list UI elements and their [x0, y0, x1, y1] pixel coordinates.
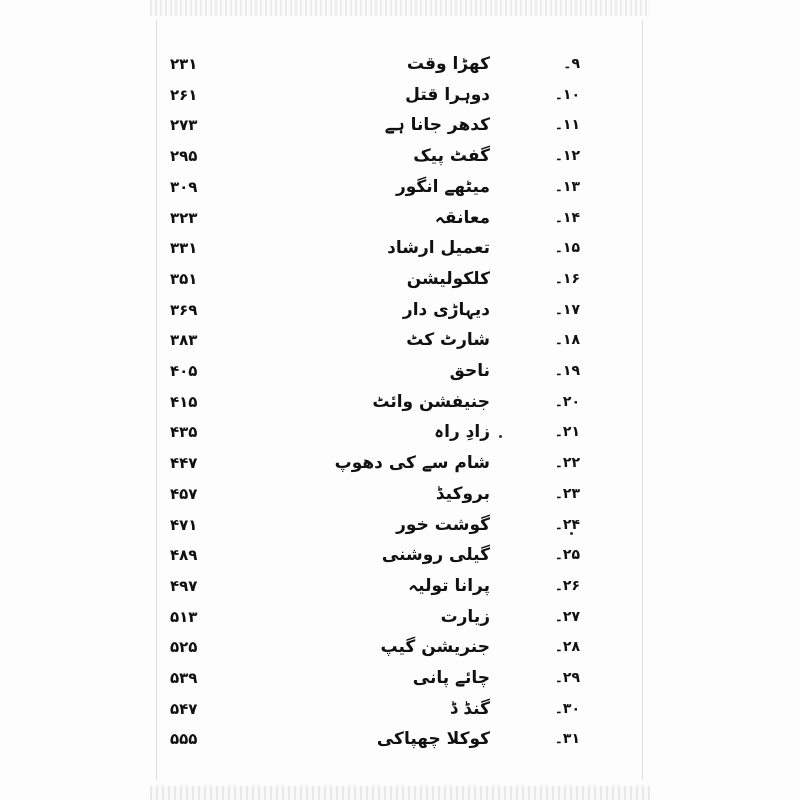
toc-entry-number: ۱۲۔ [554, 148, 580, 165]
toc-entry [160, 695, 580, 723]
toc-story-title: ناحق [449, 361, 490, 381]
toc-story-title: بروکیڈ [435, 483, 490, 504]
toc-entry [160, 357, 580, 385]
toc-entry [160, 111, 580, 139]
toc-page-number: ۲۷۳ [170, 116, 198, 135]
toc-story-title: معانقہ [434, 207, 490, 228]
toc-page-number: ۴۵۷ [170, 484, 198, 503]
toc-entry-number: ۲۷۔ [554, 608, 580, 625]
toc-entry-number: ۲۳۔ [554, 485, 580, 502]
toc-page-number: ۵۲۵ [170, 638, 198, 657]
toc-page-number: ۳۸۳ [170, 331, 198, 350]
toc-page-number: ۵۱۳ [170, 607, 198, 626]
toc-page-number: ۴۱۵ [170, 392, 198, 411]
toc-entry [160, 541, 580, 569]
toc-story-title: جنریشن گیپ [380, 637, 490, 658]
toc-entry-number: ۱۹۔ [554, 363, 580, 379]
toc-entry-number: ۱۰۔ [554, 86, 580, 103]
toc-entry-number: ۲۵۔ [554, 547, 580, 564]
toc-story-title: گیلی روشنی [381, 545, 490, 566]
toc-entry [160, 633, 580, 661]
toc-story-title: دیہاڑی دار [402, 299, 490, 320]
toc-story-title: گنڈ ڈ [449, 698, 490, 719]
toc-page-number: ۳۰۹ [170, 177, 198, 196]
toc-entry [160, 418, 580, 446]
toc-story-title: چائے پانی [412, 668, 490, 688]
toc-entry-number: ۳۱۔ [554, 731, 580, 748]
toc-story-title: کھڑا وقت [406, 54, 490, 74]
toc-entry-number: ۱۸۔ [554, 332, 580, 349]
toc-entry [160, 480, 580, 508]
toc-entry [160, 234, 580, 262]
toc-page-number: ۴۳۵ [170, 423, 198, 442]
toc-story-title: شارٹ کٹ [406, 330, 490, 351]
toc-entry-number: ۲۴۔ [554, 516, 580, 533]
toc-entry-number: ۲۱۔ [554, 424, 580, 441]
toc-entry [160, 449, 580, 477]
toc-entry-number: ۳۰۔ [554, 700, 580, 717]
toc-story-title: کلکولیشن [406, 268, 490, 289]
toc-page-number: ۵۵۵ [170, 730, 198, 749]
toc-page-number: ۵۳۹ [170, 669, 198, 687]
toc-entry-number: ۱۱۔ [554, 117, 580, 134]
toc-page-number: ۴۹۷ [170, 576, 198, 595]
toc-story-title: میٹھے انگور [395, 176, 490, 197]
toc-page-number: ۳۵۱ [170, 269, 198, 288]
toc-entry [160, 725, 580, 753]
toc-page-number: ۲۹۵ [170, 147, 198, 166]
toc-page-number: ۲۳۱ [170, 55, 198, 73]
toc-story-title: تعمیل ارشاد [387, 238, 490, 259]
toc-entry [160, 50, 580, 78]
toc-entry-number: ۱۳۔ [554, 178, 580, 195]
toc-entry [160, 603, 580, 631]
toc-entry-number: ۲۶۔ [554, 577, 580, 594]
toc-story-title: زیارت [440, 606, 490, 627]
toc-entry [160, 81, 580, 109]
toc-entry [160, 173, 580, 201]
toc-story-title: گفٹ پیک [413, 146, 490, 167]
toc-story-title: گوشت خور [396, 514, 490, 535]
toc-entry [160, 572, 580, 600]
toc-page-number: ۳۶۹ [170, 300, 198, 319]
toc-page-number: ۴۰۵ [170, 362, 198, 380]
toc-story-title: دوہرا قتل [405, 84, 490, 105]
toc-entry [160, 511, 580, 539]
toc-story-title: شام سے کی دھوپ [334, 453, 490, 474]
toc-page-number: ۳۲۳ [170, 208, 198, 227]
toc-entry-number: ۱۵۔ [554, 240, 580, 257]
toc-entry-number: ۱۴۔ [554, 209, 580, 226]
toc-entry [160, 664, 580, 692]
toc-entry [160, 142, 580, 170]
toc-story-title: کوکلا چھپاکی [376, 729, 490, 750]
toc-entry [160, 204, 580, 232]
toc-entry-number: ۲۹۔ [554, 670, 580, 686]
toc-entry-number: ۱۶۔ [554, 270, 580, 287]
toc-entry-number: ۱۷۔ [554, 301, 580, 318]
toc-entry [160, 388, 580, 416]
toc-story-title: پرانا تولیہ [408, 575, 490, 596]
toc-story-title: زادِ راہ [434, 422, 490, 443]
toc-page-number: ۳۳۱ [170, 239, 198, 258]
toc-entry-number: ۲۲۔ [554, 455, 580, 472]
toc-story-title: کدھر جانا ہے [384, 115, 490, 136]
toc-entry [160, 326, 580, 354]
toc-story-title: جنیفشن وائٹ [372, 391, 490, 412]
toc-entry-number: ۲۰۔ [554, 393, 580, 410]
toc-entry [160, 296, 580, 324]
toc-entry-number: ۲۸۔ [554, 639, 580, 656]
toc-page-number: ۴۷۱ [170, 515, 198, 534]
toc-entry-number: ۹۔ [563, 56, 580, 72]
toc-entry [160, 265, 580, 293]
toc-page-number: ۴۴۷ [170, 454, 198, 473]
toc-page-number: ۵۴۷ [170, 699, 198, 718]
toc-page-number: ۴۸۹ [170, 546, 198, 565]
toc-page-number: ۲۶۱ [170, 85, 198, 104]
